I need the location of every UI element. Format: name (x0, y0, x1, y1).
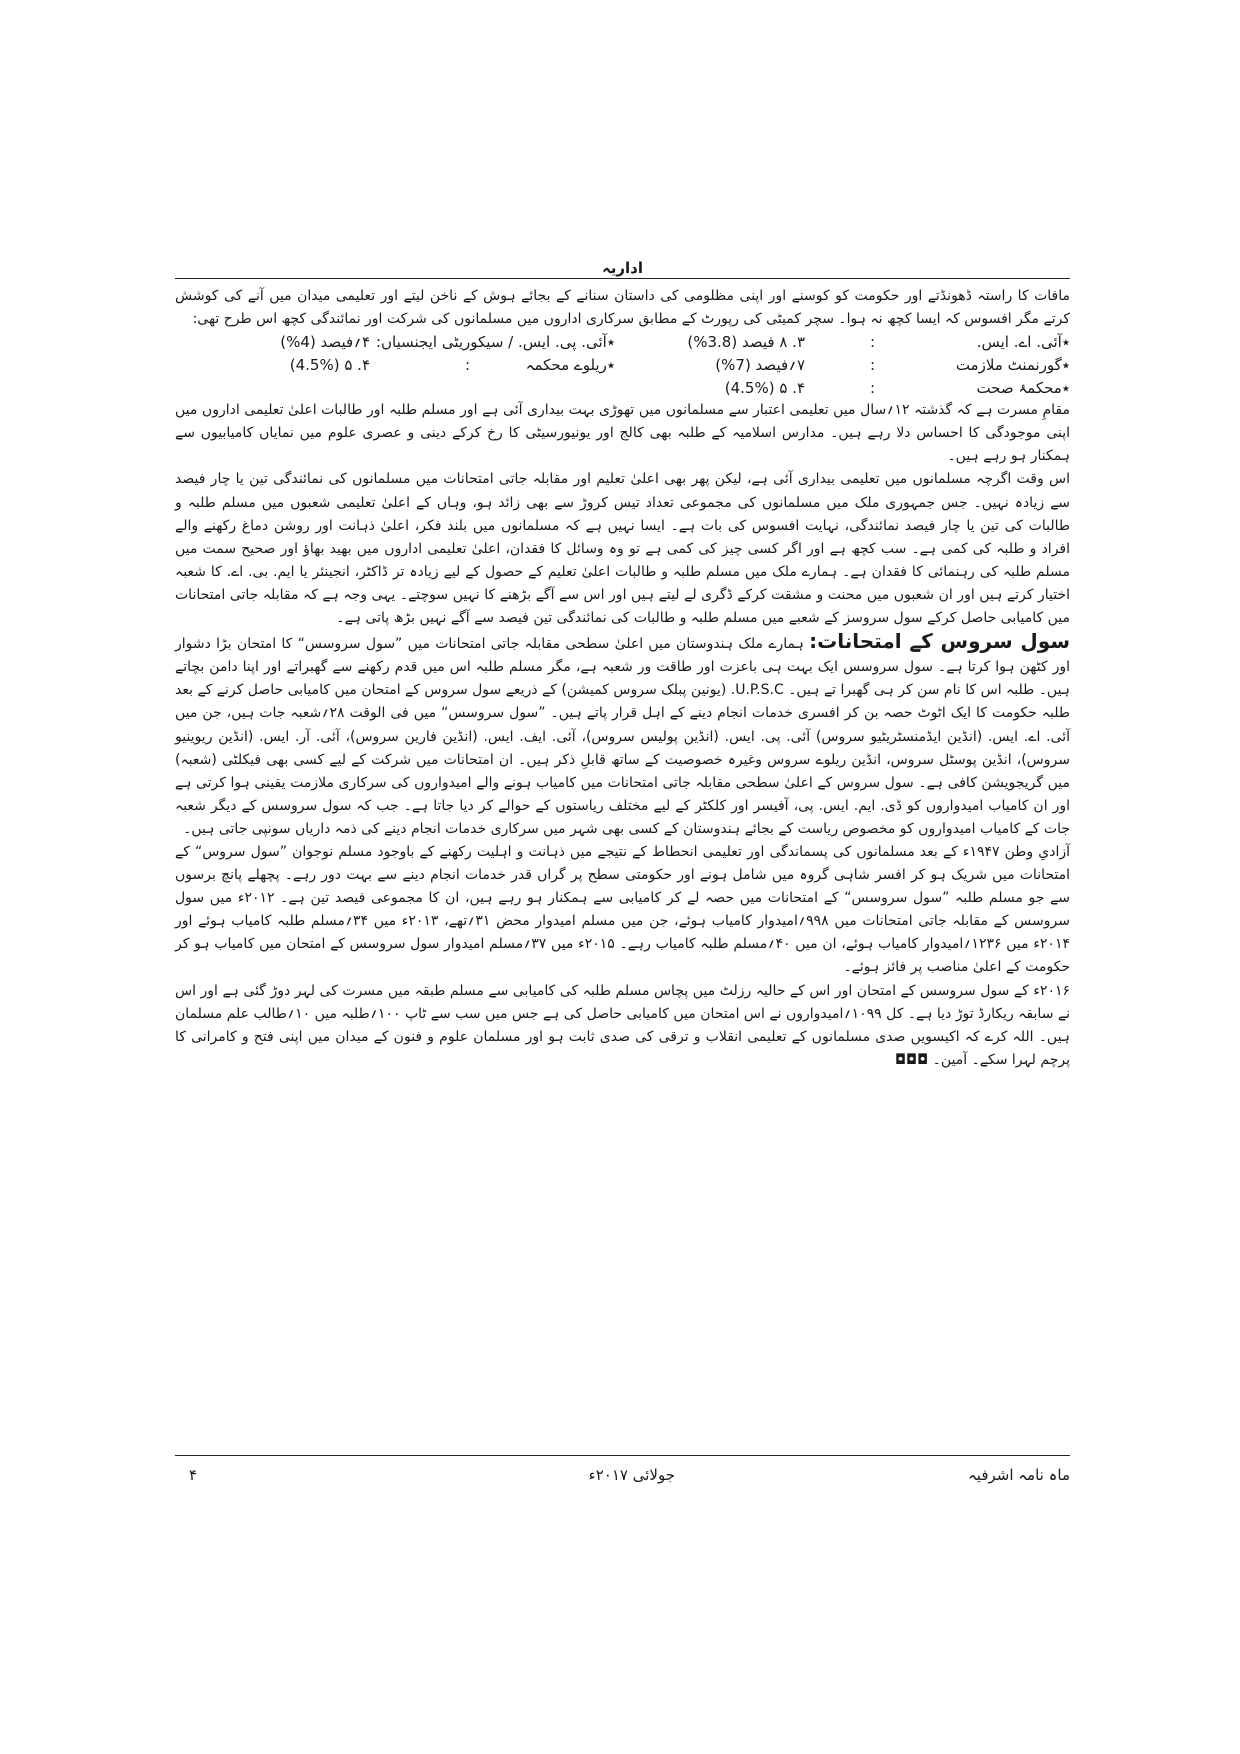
paragraph-representation: اس وقت اگرچہ مسلمانوں میں تعلیمی بیداری آئی ہے، لیکن پھر بھی اعلیٰ تعلیم اور مقابلہ جاتی امتحانات میں مسلمانوں کی نمائندگی تین یا چار فیصد سے زیادہ نہیں۔ جس جمہوری ملک میں مسلمانوں کی مجموعی تعداد تیس کروڑ سے بھی زائد ہو، وہاں کے اعلیٰ تعلیمی شعبوں میں مسلم طلبہ و طالبات کی تین یا چار فیصد نمائندگی، نہایت افسوس کی بات ہے۔ ایسا نہیں ہے کہ مسلمانوں میں بلند فکر، اعلیٰ ذہانت اور روشن دماغ رکھنے والے افراد و طلبہ کی کمی ہے۔ سب کچھ ہے اور اگر کسی چیز کی کمی ہے تو وہ وسائل کا فقدان، اعلیٰ تعلیمی اداروں میں بھید بھاؤ اور صحیح سمت میں مسلم طلبہ کی رہنمائی کا فقدان ہے۔ ہمارے ملک میں مسلم طلبہ و طالبات اعلیٰ تعلیم کے حصول کے لیے زیادہ تر ڈاکٹر، انجینئر یا ایم. بی. اے. کا شعبہ اختیار کرتے ہیں اور ان شعبوں میں محنت و مشقت کرکے ڈگری لے لیتے ہیں اور اس سے آگے بڑھنے کا نہیں سوچتے۔ یہی وجہ ہے کہ مقابلہ جاتی امتحانات میں کامیابی حاصل کرکے سول سروسز کے شعبے میں مسلم طلبہ و طالبات کی نمائندگی تین فیصد سے آگے نہیں بڑھ پاتی ہے۔ (175, 471, 1070, 627)
header-rule (175, 278, 1070, 279)
stat-ias-separator: : (869, 333, 875, 352)
stat-health-value: ۴. ۵ (4.5%) (724, 379, 805, 398)
footer-row (175, 1456, 1070, 1492)
paragraph-2016-results: ۲۰۱۶ء کے سول سروسس کے امتحان اور اس کے حالیہ رزلٹ میں پچاس مسلم طلبہ کی کامیابی سے مسلم طبقہ میں مسرت کی لہر دوڑ گئی ہے اور اس نے سابقہ ریکارڈ توڑ دیا ہے۔ کل ۱۰۹۹؍امیدواروں نے اس امتحان میں کامیابی حاصل کی ہے جس میں سب سے ٹاپ ۱۰۰؍طلبہ میں ۱۰؍طالب علم مسلمان ہیں۔ اللہ کرے کہ اکیسویں صدی مسلمانوں کے تعلیمی انقلاب و ترقی کی صدی ثابت ہو اور مسلمان علوم و فنون کے میدان میں اپنی فتح و کامرانی کا پرچم لہرا سکے۔ آمین۔ ◘◘◘ (175, 982, 1070, 1068)
stat-govt-label: ٭گورنمنٹ ملازمت (955, 356, 1070, 375)
stat-rail-label: ٭ریلوے محکمہ (525, 356, 615, 375)
stat-ips-label: ٭آئی. پی. ایس. / سیکوریٹی ایجنسیاں: (375, 333, 615, 352)
section-heading: سول سروس کے امتحانات: (809, 629, 1070, 654)
stat-rail-value: ۴. ۵ (4.5%) (289, 356, 370, 375)
stat-health-label: ٭محکمۂ صحت (976, 379, 1070, 398)
stat-govt-value: ۷؍فیصد (7%) (715, 356, 805, 375)
paragraph-civil-services (175, 630, 1070, 841)
paragraph-intro: مافات کا راستہ ڈھونڈتے اور حکومت کو کوسنے اور اپنی مظلومی کی داستان سنانے کے بجائے ہوش کے ناخن لیتے اور تعلیمی میدان میں آنے کی کوشش کرتے مگر افسوس کہ ایسا کچھ نہ ہوا۔ سچر کمیٹی کی رپورٹ کے مطابق سرکاری اداروں میں مسلمانوں کی شرکت اور نمائندگی کچھ اس طرح تھی: (175, 288, 1070, 328)
footer-magazine-name: ماہ نامہ اشرفیہ (968, 1466, 1070, 1484)
civil-services-text: ہمارے ملک ہندوستان میں اعلیٰ سطحی مقابلہ جاتی امتحانات میں ”سول سروسس“ کا امتحان بڑا دشوار اور کٹھن ہوا کرتا ہے۔ سول سروسس ایک بہت ہی باعزت اور طاقت ور شعبہ ہے، مگر مسلم طلبہ اس میں قدم رکھنے سے گھبراتے اور اپنا دامن بچاتے ہیں۔ طلبہ اس کا نام سن کر ہی گھبرا تے ہیں۔ U.P.S.C. (یونین پبلک سروس کمیشن) کے ذریعے سول سروس کے امتحان میں کامیابی حاصل کرنے کے بعد طلبہ حکومت کا ایک اٹوٹ حصہ بن کر افسری خدمات انجام دینے کے اہل قرار پاتے ہیں۔ ”سول سروسس“ میں فی الوقت ۲۸؍شعبہ جات ہیں، جن میں آئی. اے. ایس. (انڈین ایڈمنسٹریٹیو سروس) آئی. پی. ایس. (انڈین پولیس سروس)، آئی. ایف. ایس. (انڈین فارین سروس)، آئی. آر. ایس. (انڈین ریوینیو سروس)، انڈین پوسٹل سروس، انڈین ریلوے سروس وغیرہ خصوصیت کے ساتھ قابلِ ذکر ہیں۔ ان امتحانات میں شرکت کے لیے کسی بھی فیکلٹی (شعبہ) میں گریجویشن کافی ہے۔ سول سروس کے اعلیٰ سطحی مقابلہ جاتی امتحانات میں کامیاب ہونے والے امیدواروں کی سرکاری ملازمت یقینی ہوا کرتی ہے اور ان کامیاب امیدواروں کو ڈی. ایم. ایس. پی، آفیسر اور کلکٹر کے لیے مختلف ریاستوں کے حوالے کر دیا جاتا ہے۔ جب کہ سول سروسس کے دیگر شعبہ جات کے کامیاب امیدواروں کو مخصوص ریاست کے بجائے ہندوستان کے کسی بھی شہر میں سرکاری خدمات انجام دینے کی ذمہ داریاں سونپی جاتی ہیں۔ (175, 636, 1071, 837)
stat-ias-value: ۳. ۸ فیصد (3.8%) (687, 333, 805, 352)
footer-issue-date: جولائی ۲۰۱۷ء (588, 1466, 675, 1484)
page-footer (175, 1455, 1070, 1492)
stat-rail-separator: : (464, 356, 470, 375)
stat-ias-label: ٭آئی. اے. ایس. (976, 333, 1070, 352)
paragraph-history: آزادیِ وطن ۱۹۴۷ء کے بعد مسلمانوں کی پسماندگی اور تعلیمی انحطاط کے نتیجے میں ذہانت و اہلیت رکھنے کے باوجود مسلم نوجوان ”سول سروس“ کے امتحانات میں شریک ہو کر افسر شاہی گروہ میں شامل ہونے اور حکومتی سطح پر گراں قدر خدمات انجام دینے سے بہت دور رہے۔ پچھلے پانچ برسوں سے جو مسلم طلبہ ”سول سروسس“ کے امتحانات میں حصہ لے کر کامیابی سے ہمکنار ہو رہے ہیں، ان کا مجموعی فیصد تین ہے۔ ۲۰۱۲ء میں سول سروسس کے مقابلہ جاتی امتحانات میں ۹۹۸؍امیدوار کامیاب ہوئے، جن میں مسلم امیدوار محض ۳۱؍تھے، ۲۰۱۳ء میں ۳۴؍مسلم طلبہ کامیاب ہوئے اور ۲۰۱۴ء میں ۱۲۳۶؍امیدوار کامیاب ہوئے، ان میں ۴۰؍مسلم طلبہ کامیاب رہے۔ ۲۰۱۵ء میں ۳۷؍مسلم امیدوار سول سروسس کے امتحان میں کامیاب ہو کر حکومت کے اعلیٰ مناصب پر فائز ہوئے۔ (175, 843, 1070, 976)
stat-ips-value: ۴؍فیصد (4%) (280, 333, 370, 352)
paragraph-awakening: مقامِ مسرت ہے کہ گذشتہ ۱۲؍سال میں تعلیمی اعتبار سے مسلمانوں میں تھوڑی بہت بیداری آئی ہے اور مسلم طلبہ اور طالبات اعلیٰ تعلیمی اداروں میں اپنی موجودگی کا احساس دلا رہے ہیں۔ مدارس اسلامیہ کے طلبہ بھی کالج اور یونیورسیٹی کا رخ کرکے دینی و عصری علوم میں نمایاں کامیابیوں سے ہمکنار ہو رہے ہیں۔ (175, 402, 1070, 465)
representation-stats (175, 331, 1070, 399)
page (175, 258, 1070, 1072)
footer-page-number: ۴ (189, 1466, 198, 1484)
page-header-title: اداریہ (601, 259, 644, 277)
stat-govt-separator: : (869, 356, 875, 375)
stat-health-separator: : (869, 379, 875, 398)
article-body (175, 285, 1070, 1072)
